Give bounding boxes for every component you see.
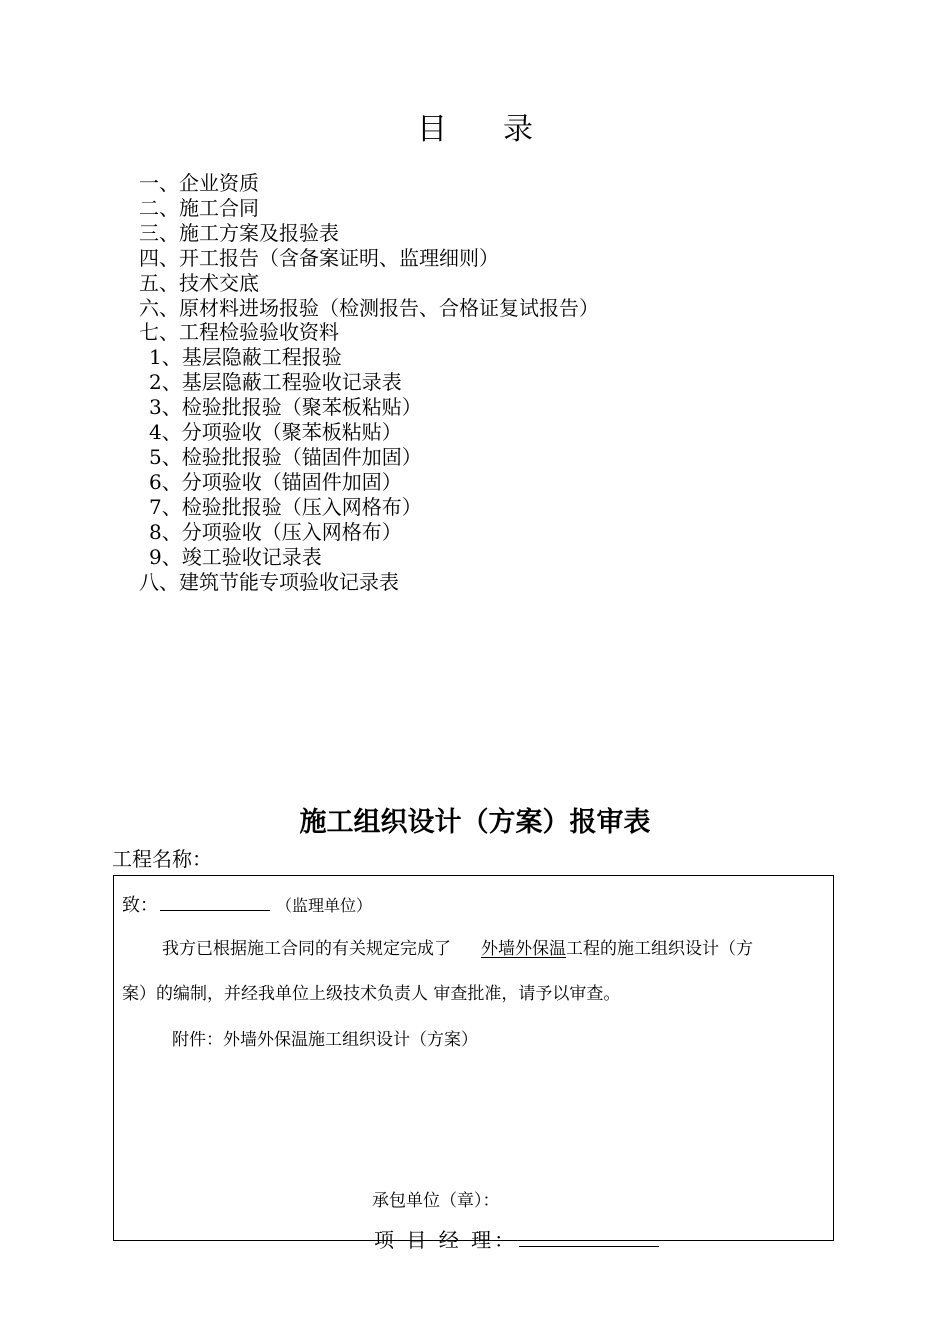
to-suffix: （监理单位） bbox=[276, 896, 373, 915]
toc-item: 八、建筑节能专项验收记录表 bbox=[139, 569, 399, 594]
toc-subitem: 2、基层隐蔽工程验收记录表 bbox=[149, 370, 402, 395]
toc-subitem: 8、分项验收（压入网格布） bbox=[149, 519, 402, 544]
contractor-label: 承包单位（章）： bbox=[372, 1191, 500, 1211]
toc-list bbox=[139, 171, 599, 594]
body-paragraph-2: 案）的编制，并经我单位上级技术负责人 审查批准，请予以审查。 bbox=[122, 984, 621, 1004]
toc-item: 二、施工合同 bbox=[139, 195, 259, 220]
toc-item: 七、工程检验验收资料 bbox=[139, 320, 339, 345]
form-title: 施工组织设计（方案）报审表 bbox=[299, 807, 651, 838]
to-label: 致： bbox=[122, 895, 158, 916]
toc-title-char-1: 目 bbox=[417, 112, 447, 147]
toc-subitem: 1、基层隐蔽工程报验 bbox=[149, 345, 342, 370]
toc-subitem: 4、分项验收（聚苯板粘贴） bbox=[149, 420, 402, 445]
toc-subitem: 3、检验批报验（聚苯板粘贴） bbox=[149, 395, 422, 420]
toc-subitem: 6、分项验收（锚固件加固） bbox=[149, 469, 402, 494]
manager-label: 项 目 经 理： bbox=[374, 1228, 518, 1252]
supervisor-blank-field[interactable] bbox=[160, 892, 270, 911]
toc-subitem: 7、检验批报验（压入网格布） bbox=[149, 494, 422, 519]
project-underlined: 外墙外保温 bbox=[481, 939, 566, 959]
toc-title-char-2: 录 bbox=[503, 112, 533, 147]
manager-line bbox=[374, 1224, 659, 1253]
toc-item: 五、技术交底 bbox=[139, 270, 259, 295]
para1-prefix: 我方已根据施工合同的有关规定完成了 bbox=[162, 939, 451, 959]
toc-item: 四、开工报告（含备案证明、监理细则） bbox=[139, 245, 499, 270]
manager-blank-field[interactable] bbox=[519, 1226, 659, 1247]
toc-subitem: 9、竣工验收记录表 bbox=[149, 544, 322, 569]
toc-title bbox=[0, 104, 950, 148]
body-paragraph-1 bbox=[162, 934, 753, 959]
project-name-label: 工程名称： bbox=[112, 847, 212, 871]
toc-subitem: 5、检验批报验（锚固件加固） bbox=[149, 444, 422, 469]
to-line bbox=[122, 891, 372, 917]
toc-item: 六、原材料进场报验（检测报告、合格证复试报告） bbox=[139, 295, 599, 320]
toc-item: 三、施工方案及报验表 bbox=[139, 220, 339, 245]
toc-item: 一、企业资质 bbox=[139, 171, 259, 195]
attachment-line: 附件：外墙外保温施工组织设计（方案） bbox=[172, 1030, 478, 1050]
para1-suffix: 工程的施工组织设计（方 bbox=[566, 939, 753, 959]
